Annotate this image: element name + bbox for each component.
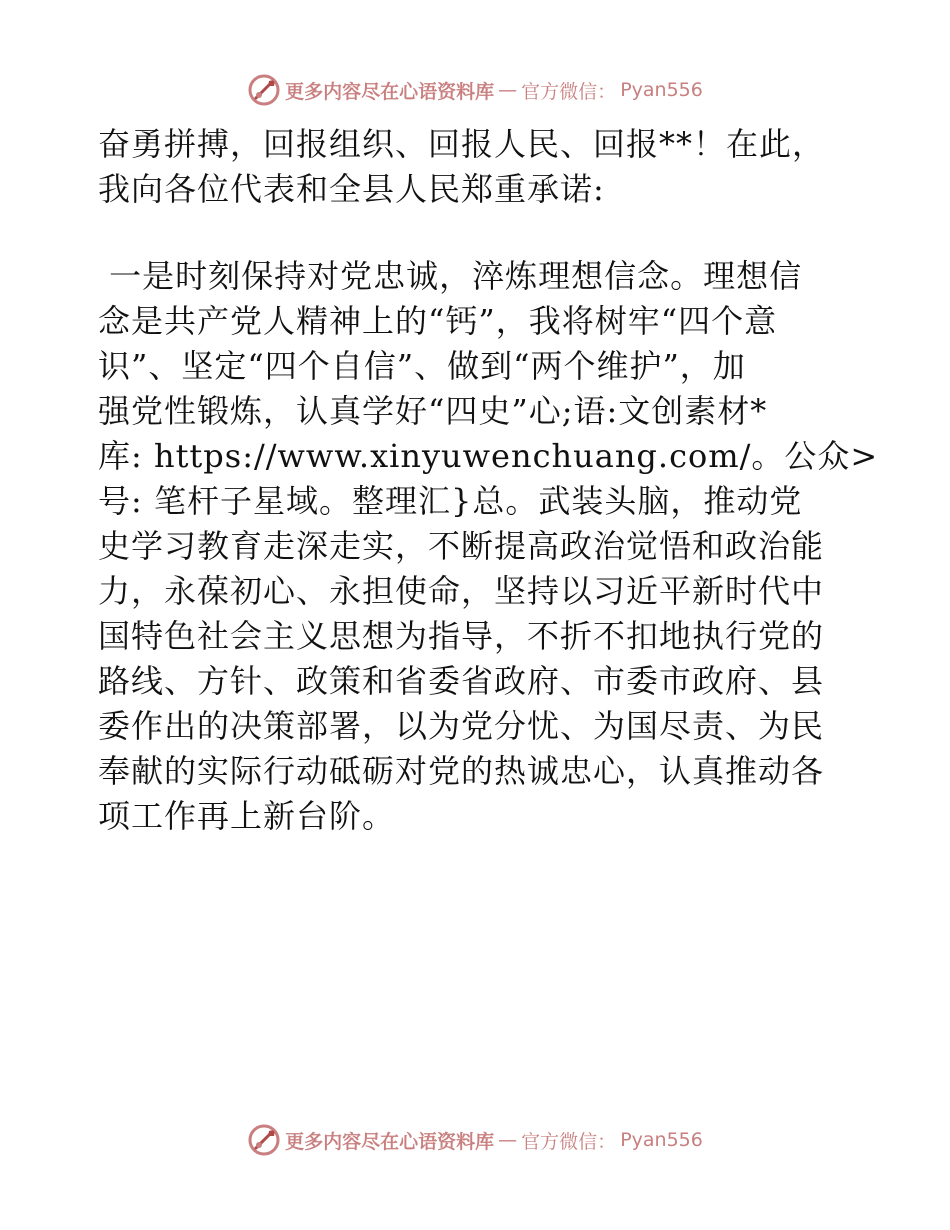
paragraph-commitment-intro xyxy=(98,122,858,212)
watermark-separator: — xyxy=(498,79,518,101)
text-line: 国特色社会主义思想为指导，不折不扣地执行党的 xyxy=(98,617,825,655)
footer-watermark xyxy=(0,1120,950,1160)
watermark-wechat-label: 官方微信： xyxy=(521,80,617,103)
paragraph-loyalty-pledge xyxy=(98,254,879,839)
quill-seal-icon xyxy=(247,1123,281,1157)
text-line: 委作出的决策部署，以为党分忧、为国尽责、为民 xyxy=(98,707,825,745)
watermark-brand: 更多内容尽在心语资料库 xyxy=(285,80,495,103)
text-line: 我向各位代表和全县人民郑重承诺: xyxy=(98,170,605,208)
text-line: 号: 笔杆子星域。整理汇}总。武装头脑，推动党 xyxy=(98,482,803,520)
text-line: 史学习教育走深走实，不断提高政治觉悟和政治能 xyxy=(98,527,825,565)
text-line: 库: https://www.xinyuwenchuang.com/。公众> xyxy=(98,437,879,475)
text-line: 路线、方针、政策和省委省政府、市委市政府、县 xyxy=(98,662,825,700)
quill-seal-icon xyxy=(247,73,281,107)
text-line: 一是时刻保持对党忠诚，淬炼理想信念。理想信 xyxy=(98,257,803,295)
text-line: 项工作再上新台阶。 xyxy=(98,797,396,835)
text-line: 力，永葆初心、永担使命，坚持以习近平新时代中 xyxy=(98,572,825,610)
text-line: 强党性锻炼，认真学好“四史”心;语:文创素材* xyxy=(98,392,768,430)
text-line: 奋勇拼搏，回报组织、回报人民、回报**！在此， xyxy=(98,125,826,163)
text-line: 识”、坚定“四个自信”、做到“两个维护”，加 xyxy=(98,347,746,385)
text-line: 念是共产党人精神上的“钙”，我将树牢“四个意 xyxy=(98,302,778,340)
watermark-separator: — xyxy=(498,1129,518,1151)
watermark-wechat-label: 官方微信： xyxy=(521,1130,617,1153)
watermark-wechat-id: Pyan556 xyxy=(620,1129,703,1151)
document-body xyxy=(98,122,879,839)
header-watermark xyxy=(0,70,950,110)
text-line: 奉献的实际行动砥砺对党的热诚忠心，认真推动各 xyxy=(98,752,825,790)
watermark-brand: 更多内容尽在心语资料库 xyxy=(285,1130,495,1153)
watermark-wechat-id: Pyan556 xyxy=(620,79,703,101)
